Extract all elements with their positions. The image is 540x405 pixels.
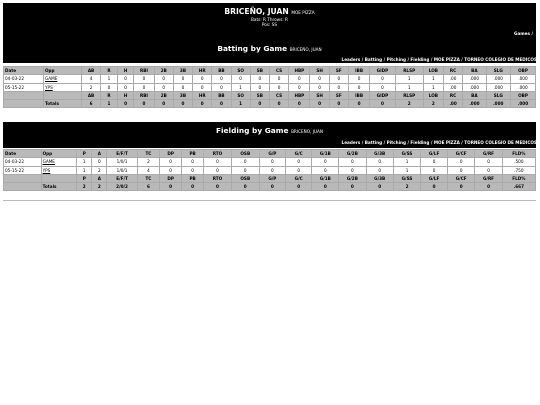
bat-cell-ibb: 0 [348, 83, 369, 91]
bat-header-r: R [101, 67, 118, 75]
bat-header-opp: Opp [44, 67, 82, 75]
fld-footer-header-g-rf: G/RF [475, 174, 502, 182]
bat-footer-header-r: R [101, 91, 118, 99]
bat-cell-slg: .000 [486, 83, 510, 91]
fld-cell-date: 04-03-22 [4, 158, 42, 166]
bat-footer-header-sh: SH [310, 91, 329, 99]
fld-footer-header-tc: TC [137, 174, 159, 182]
fld-total-g-ss: 2 [393, 183, 420, 191]
fld-footer-header-g-1b: G/1B [312, 174, 339, 182]
totals-row [4, 183, 536, 191]
bat-cell-ibb: 0 [348, 75, 369, 83]
fld-header-osb: OSB [231, 150, 259, 158]
fld-cell-g-cf: 0 [448, 166, 475, 174]
bat-header-hbp: HBP [289, 67, 310, 75]
fld-total-g-2b: 0 [339, 183, 366, 191]
fld-header-a: A [92, 150, 107, 158]
fld-cell-osb: 0 [231, 166, 259, 174]
bat-total-ba: .000 [463, 100, 486, 108]
fld-total-fld: .667 [502, 183, 535, 191]
fld-cell-a: 2 [92, 166, 107, 174]
bat-footer-header-rbi: RBI [134, 91, 154, 99]
fld-total-opp: Totals [41, 183, 77, 191]
bat-cell-r: 1 [101, 75, 118, 83]
fld-cell-opp[interactable] [41, 158, 77, 166]
bat-cell-sb: 0 [250, 75, 269, 83]
bat-total-so: 1 [231, 100, 250, 108]
fld-cell-tc: 2 [137, 158, 159, 166]
bat-footer-header-sb: SB [250, 91, 269, 99]
fld-footer-header-e-f-t: E/F/T [107, 174, 137, 182]
batting-header [3, 3, 536, 63]
bat-total-slg: .000 [486, 100, 510, 108]
fld-footer-header-fld: FLD% [502, 174, 535, 182]
fld-cell-g-cf: 0 [448, 158, 475, 166]
bat-header-sf: SF [329, 67, 348, 75]
bat-cell-obp: .000 [510, 83, 535, 91]
fld-footer-header-g-c: G/C [286, 174, 312, 182]
bat-cell-h: 0 [117, 83, 134, 91]
fld-cell-g-c: 0 [286, 158, 312, 166]
batting-section-title [3, 44, 536, 53]
fld-total-p: 2 [77, 183, 92, 191]
footer-header-row [4, 91, 536, 99]
fld-total-date [4, 183, 42, 191]
fld-cell-g-2b: 0 [339, 166, 366, 174]
bat-cell-rbi: 0 [134, 83, 154, 91]
fld-total-osb: 0 [231, 183, 259, 191]
bat-cell-rlsp: 1 [395, 75, 423, 83]
fld-cell-dp: 0 [160, 158, 182, 166]
fld-total-rto: 0 [204, 183, 232, 191]
bat-cell-hbp: 0 [289, 75, 310, 83]
fld-header-g-lf: G/LF [421, 150, 448, 158]
bat-footer-header-ibb: IBB [348, 91, 369, 99]
fld-footer-header-dp: DP [160, 174, 182, 182]
fld-cell-osb: 0 [231, 158, 259, 166]
bat-footer-header-so: SO [231, 91, 250, 99]
games-link[interactable]: Games / [514, 31, 533, 36]
bat-total-rc: .00 [443, 100, 462, 108]
bat-total-sf: 0 [329, 100, 348, 108]
opponent-link[interactable]: YPS [42, 167, 51, 173]
fld-total-g-cf: 0 [448, 183, 475, 191]
bats-throws: Bats: R Throws: R [251, 17, 288, 22]
fld-header-tc: TC [137, 150, 159, 158]
position: Pos: SS [261, 22, 278, 27]
bat-total-hbp: 0 [289, 100, 310, 108]
bat-total-lob: 2 [423, 100, 443, 108]
bat-cell-lob: 1 [423, 75, 443, 83]
bat-header-3b: 3B [173, 67, 192, 75]
fld-cell-g-ss: 1 [393, 166, 420, 174]
fld-cell-a: 0 [92, 158, 107, 166]
bat-cell-bb: 0 [212, 75, 231, 83]
player-title [3, 3, 536, 17]
fld-cell-g-3b: 0 [366, 166, 393, 174]
fld-cell-opp[interactable] [41, 166, 77, 174]
fld-footer-header-p: P [77, 174, 92, 182]
bat-footer-header-sf: SF [329, 91, 348, 99]
fld-cell-e-f-t: 1/0/1 [107, 158, 137, 166]
fld-cell-fld: .750 [502, 166, 535, 174]
fld-header-rto: RTO [204, 150, 232, 158]
bat-header-ba: BA [463, 67, 486, 75]
player-team: MOE PIZZA [291, 10, 315, 15]
bat-cell-lob: 1 [423, 83, 443, 91]
bat-header-h: H [117, 67, 134, 75]
fld-footer-header-g-ss: G/SS [393, 174, 420, 182]
table-row [4, 166, 536, 174]
fielding-title: Fielding by Game [215, 126, 289, 135]
fld-cell-g-c: 0 [286, 166, 312, 174]
fld-cell-g-p: 0 [259, 158, 285, 166]
fld-total-e-f-t: 2/0/2 [107, 183, 137, 191]
bat-header-slg: SLG [486, 67, 510, 75]
fld-footer-header-g-2b: G/2B [339, 174, 366, 182]
bat-total-3b: 0 [173, 100, 192, 108]
batting-sub: BRICEÑO, JUAN [289, 47, 322, 52]
bat-footer-header-opp [44, 91, 82, 99]
bat-cell-so: 1 [231, 83, 250, 91]
bat-cell-date: 05-15-22 [4, 83, 44, 91]
bat-cell-rc: .00 [443, 75, 462, 83]
bat-cell-cs: 0 [269, 75, 288, 83]
fld-header-date: Date [4, 150, 42, 158]
bat-footer-header-lob: LOB [423, 91, 443, 99]
bat-cell-slg: .000 [486, 75, 510, 83]
fld-total-tc: 6 [137, 183, 159, 191]
bat-cell-2b: 0 [154, 83, 173, 91]
bat-footer-header-gidp: GIDP [370, 91, 395, 99]
bat-total-ibb: 0 [348, 100, 369, 108]
fld-cell-pb: 0 [182, 166, 204, 174]
bat-cell-rbi: 0 [134, 75, 154, 83]
fld-header-e-f-t: E/F/T [107, 150, 137, 158]
bat-footer-header-slg: SLG [486, 91, 510, 99]
player-name: BRICEÑO, JUAN [224, 7, 289, 16]
bat-footer-header-2b: 2B [154, 91, 173, 99]
bat-header-sb: SB [250, 67, 269, 75]
fld-footer-header-osb: OSB [231, 174, 259, 182]
bat-cell-ab: 2 [81, 83, 100, 91]
bat-header-cs: CS [269, 67, 288, 75]
bat-total-2b: 0 [154, 100, 173, 108]
fld-total-dp: 0 [160, 183, 182, 191]
bat-footer-header-3b: 3B [173, 91, 192, 99]
fld-cell-e-f-t: 1/0/1 [107, 166, 137, 174]
fld-header-opp: Opp [41, 150, 77, 158]
bat-footer-header-rc: RC [443, 91, 462, 99]
batting-nav[interactable]: Leaders / Batting / Pitching / Fielding / MOE PIZZA / TORNEO COLEGIO DE MEDICOS [341, 57, 537, 62]
bat-cell-gidp: 0 [370, 75, 395, 83]
batting-title: Batting by Game [217, 44, 288, 53]
bat-total-obp: .000 [510, 100, 535, 108]
bat-cell-obp: .000 [510, 75, 535, 83]
bat-footer-header-bb: BB [212, 91, 231, 99]
fld-cell-g-rf: 0 [475, 166, 502, 174]
bat-cell-sf: 0 [329, 83, 348, 91]
fld-total-g-rf: 0 [475, 183, 502, 191]
fld-cell-tc: 4 [137, 166, 159, 174]
fld-header-g-c: G/C [286, 150, 312, 158]
bat-total-bb: 0 [212, 100, 231, 108]
bat-footer-header-ab: AB [81, 91, 100, 99]
bat-cell-gidp: 0 [370, 83, 395, 91]
bat-total-h: 0 [117, 100, 134, 108]
fld-cell-g-3b: 0 [366, 158, 393, 166]
fld-total-g-3b: 0 [366, 183, 393, 191]
fld-cell-fld: .500 [502, 158, 535, 166]
bat-footer-header-cs: CS [269, 91, 288, 99]
bat-footer-header-date [4, 91, 44, 99]
fld-cell-date: 05-15-22 [4, 166, 42, 174]
bat-cell-opp[interactable] [44, 83, 82, 91]
bat-cell-bb: 0 [212, 83, 231, 91]
fielding-table [3, 149, 536, 191]
bat-total-cs: 0 [269, 100, 288, 108]
bat-cell-h: 0 [117, 75, 134, 83]
fld-cell-dp: 0 [160, 166, 182, 174]
bat-cell-sh: 0 [310, 83, 329, 91]
bat-footer-header-obp: OBP [510, 91, 535, 99]
bat-cell-cs: 0 [269, 83, 288, 91]
fld-footer-header-g-lf: G/LF [421, 174, 448, 182]
bat-footer-header-h: H [117, 91, 134, 99]
bat-cell-3b: 0 [173, 83, 192, 91]
bat-cell-ba: .000 [463, 83, 486, 91]
bat-cell-sb: 0 [250, 83, 269, 91]
opponent-link[interactable]: GAME [45, 76, 58, 82]
fld-header-g-p: G/P [259, 150, 285, 158]
footer-header-row [4, 174, 536, 182]
bat-header-date: Date [4, 67, 44, 75]
bat-header-2b: 2B [154, 67, 173, 75]
table-row [4, 158, 536, 166]
bat-cell-3b: 0 [173, 75, 192, 83]
fld-header-g-rf: G/RF [475, 150, 502, 158]
fld-total-g-1b: 0 [312, 183, 339, 191]
fld-header-dp: DP [160, 150, 182, 158]
fld-total-g-c: 0 [286, 183, 312, 191]
fld-cell-rto: 0 [204, 158, 232, 166]
fld-header-g-3b: G/3B [366, 150, 393, 158]
bat-header-obp: OBP [510, 67, 535, 75]
bat-cell-rc: .00 [443, 83, 462, 91]
bat-header-gidp: GIDP [370, 67, 395, 75]
bat-footer-header-ba: BA [463, 91, 486, 99]
fld-footer-header-g-3b: G/3B [366, 174, 393, 182]
bat-cell-so: 0 [231, 75, 250, 83]
fld-cell-g-rf: 0 [475, 158, 502, 166]
bat-cell-hbp: 0 [289, 83, 310, 91]
bat-header-rbi: RBI [134, 67, 154, 75]
bat-cell-hr: 0 [193, 75, 212, 83]
fld-header-fld: FLD% [502, 150, 535, 158]
bat-cell-ab: 4 [81, 75, 100, 83]
bat-header-so: SO [231, 67, 250, 75]
bat-header-ab: AB [81, 67, 100, 75]
fld-cell-g-lf: 0 [421, 166, 448, 174]
bat-total-sb: 0 [250, 100, 269, 108]
bat-cell-rlsp: 1 [395, 83, 423, 91]
bat-total-hr: 0 [193, 100, 212, 108]
bat-header-hr: HR [193, 67, 212, 75]
bat-total-sh: 0 [310, 100, 329, 108]
bat-total-ab: 6 [81, 100, 100, 108]
batting-table [3, 66, 536, 108]
table-row [4, 83, 536, 91]
bat-header-sh: SH [310, 67, 329, 75]
fld-cell-g-p: 0 [259, 166, 285, 174]
bat-total-r: 1 [101, 100, 118, 108]
bat-total-date [4, 100, 44, 108]
bat-cell-sf: 0 [329, 75, 348, 83]
fld-header-pb: PB [182, 150, 204, 158]
fld-header-g-ss: G/SS [393, 150, 420, 158]
fld-cell-g-1b: 0 [312, 158, 339, 166]
fld-cell-rto: 0 [204, 166, 232, 174]
bat-header-bb: BB [212, 67, 231, 75]
fielding-section-title [3, 122, 536, 135]
table-row [4, 75, 536, 83]
fld-header-p: P [77, 150, 92, 158]
fielding-nav[interactable]: Leaders / Batting / Pitching / Fielding / MOE PIZZA / TORNEO COLEGIO DE MEDICOS [341, 140, 537, 145]
fld-cell-pb: 0 [182, 158, 204, 166]
fld-header-g-1b: G/1B [312, 150, 339, 158]
fld-header-g-2b: G/2B [339, 150, 366, 158]
fld-footer-header-rto: RTO [204, 174, 232, 182]
fld-cell-p: 1 [77, 166, 92, 174]
bat-header-rlsp: RLSP [395, 67, 423, 75]
fld-footer-header-opp [41, 174, 77, 182]
bat-cell-ba: .000 [463, 75, 486, 83]
bat-cell-date: 04-03-22 [4, 75, 44, 83]
bat-header-rc: RC [443, 67, 462, 75]
bat-cell-hr: 0 [193, 83, 212, 91]
fld-cell-g-lf: 0 [421, 158, 448, 166]
fld-footer-header-date [4, 174, 42, 182]
bottom-divider [3, 200, 536, 201]
fld-footer-header-pb: PB [182, 174, 204, 182]
fld-footer-header-g-cf: G/CF [448, 174, 475, 182]
bat-total-rbi: 0 [134, 100, 154, 108]
fld-cell-g-ss: 1 [393, 158, 420, 166]
bat-header-lob: LOB [423, 67, 443, 75]
opponent-link[interactable]: YPS [45, 84, 53, 90]
bat-total-rlsp: 2 [395, 100, 423, 108]
opponent-link[interactable]: GAME [42, 159, 55, 165]
bat-footer-header-hbp: HBP [289, 91, 310, 99]
bat-total-opp: Totals [44, 100, 82, 108]
bat-cell-r: 0 [101, 83, 118, 91]
fld-total-g-lf: 0 [421, 183, 448, 191]
bat-header-ibb: IBB [348, 67, 369, 75]
fld-footer-header-a: A [92, 174, 107, 182]
bat-total-gidp: 0 [370, 100, 395, 108]
bat-cell-sh: 0 [310, 75, 329, 83]
fld-footer-header-g-p: G/P [259, 174, 285, 182]
fld-cell-p: 1 [77, 158, 92, 166]
fld-total-pb: 0 [182, 183, 204, 191]
fld-cell-g-2b: 0 [339, 158, 366, 166]
bat-footer-header-hr: HR [193, 91, 212, 99]
fld-total-a: 2 [92, 183, 107, 191]
fld-cell-g-1b: 0 [312, 166, 339, 174]
bat-cell-opp[interactable] [44, 75, 82, 83]
fld-header-g-cf: G/CF [448, 150, 475, 158]
totals-row [4, 100, 536, 108]
bat-cell-2b: 0 [154, 75, 173, 83]
fld-total-g-p: 0 [259, 183, 285, 191]
fielding-sub: BRICEÑO, JUAN [291, 129, 324, 134]
bat-footer-header-rlsp: RLSP [395, 91, 423, 99]
